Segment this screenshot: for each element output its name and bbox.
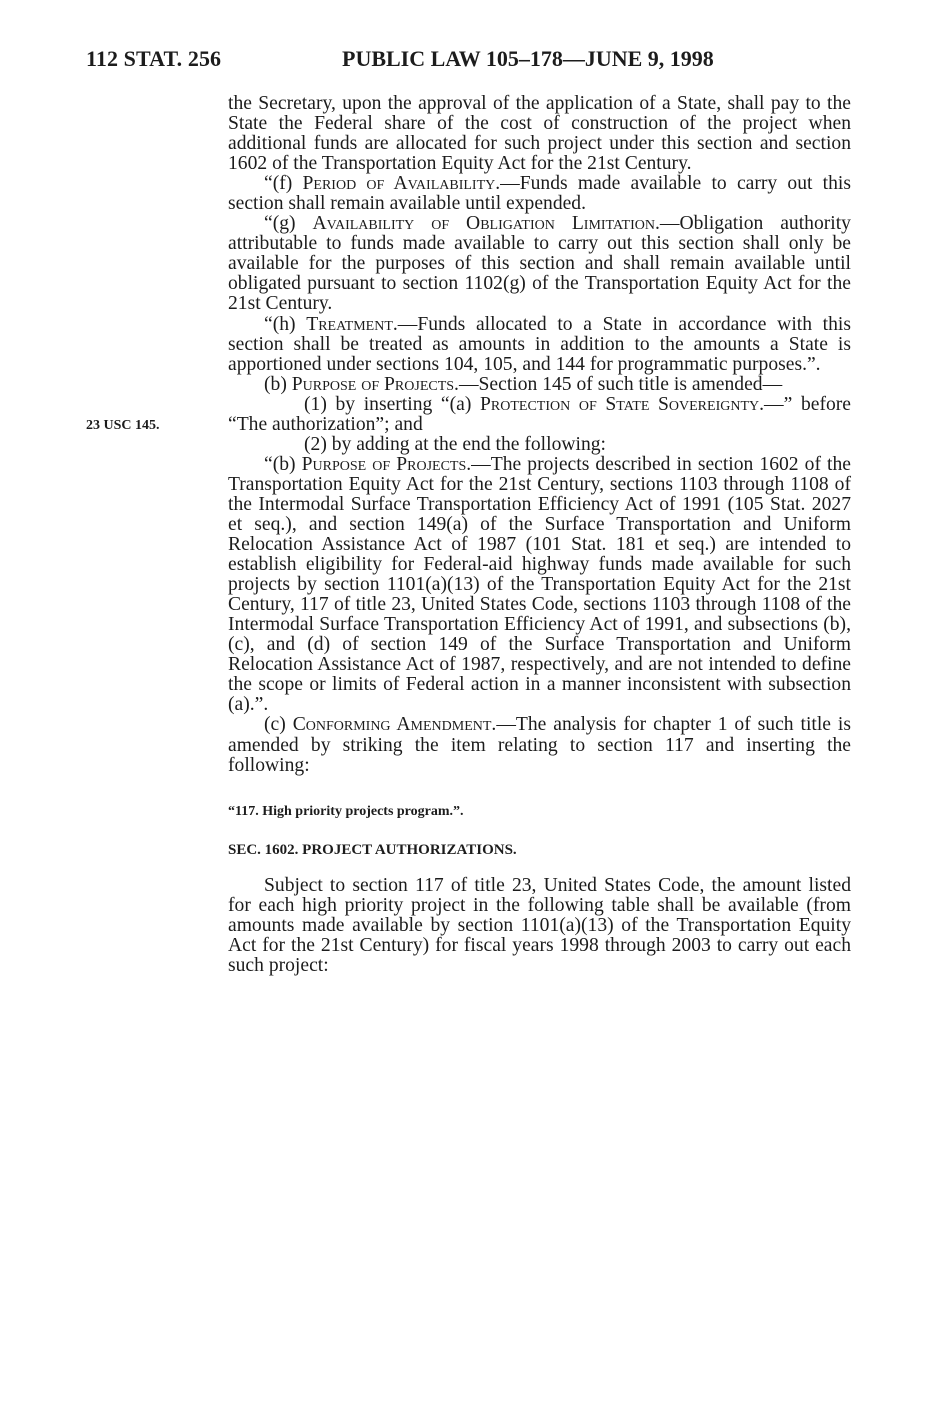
subsection-label: “(g)	[264, 213, 313, 235]
law-title: PUBLIC LAW 105–178—JUNE 9, 1998	[342, 46, 714, 71]
section-body: Subject to section 117 of title 23, United States Code, the amount listed for each high priority project in the following table shall be available (from amounts made available by section 1101(a)(13) of the Transportation Equity Act for the 21st Century) for fiscal years 1998 through 2003 to carry out each such project:	[228, 874, 851, 976]
document-body	[228, 94, 851, 976]
margin-citation: 23 USC 145.	[86, 418, 160, 433]
subsection-heading: Treatment	[306, 313, 393, 335]
subsection-text: .—Section 145 of such title is amended—	[454, 373, 783, 395]
subsection-text: .—The analysis for chapter 1 of such title is amended by striking the item relating to section 117 and inserting the following:	[228, 714, 851, 776]
subsection-heading: Conforming Amendment	[292, 714, 492, 736]
table-of-contents-item: “117. High priority projects program.”.	[228, 803, 464, 819]
subsection-label: “(h)	[264, 313, 307, 335]
paragraph-g	[228, 214, 851, 314]
running-header	[86, 46, 746, 76]
item-heading: Protection of State Sovereignty	[480, 393, 760, 415]
subsection-label: (c)	[264, 714, 293, 736]
section-heading: SEC. 1602. PROJECT AUTHORIZATIONS.	[228, 841, 517, 858]
subsection-label: “(b)	[264, 453, 302, 475]
list-item-2: (2) by adding at the end the following:	[304, 433, 607, 455]
item-text: .—” before “The authorization”; and	[228, 393, 851, 435]
subsection-heading: Period of Availability	[302, 173, 496, 195]
paragraph-quoted-b	[228, 455, 851, 716]
list-item-1	[228, 395, 851, 435]
paragraph-continuation: the Secretary, upon the approval of the application of a State, shall pay to the State the Federal share of the cost of construction of the project when additional funds are allocated for such project under this section and section 1602 of the Transportation Equity Act for the 21st Century.	[228, 93, 851, 175]
subsection-label: “(f)	[264, 173, 303, 195]
subsection-heading: Availability of Obligation Limitation	[312, 213, 655, 235]
paragraph-h	[228, 315, 851, 375]
paragraph-c	[228, 715, 851, 775]
paragraph-f	[228, 174, 851, 214]
subsection-heading: Purpose of Projects	[301, 453, 467, 475]
paragraph-b	[228, 375, 851, 395]
page-reference: 112 STAT. 256	[86, 46, 222, 71]
subsection-text: .—The projects described in section 1602 of the Transportation Equity Act for the 21st Century, sections 1103 through 1108 of the Intermodal Surface Transportation Efficiency Act of 1991 (105 Stat. 2027 et seq.), and section 149(a) of the Surface Transportation and Uniform Relocation Assistance Act of 1987 (101 Stat. 181 et seq.) are intended to establish eligibility for Federal-aid highway funds made available for such projects by section 1101(a)(13) of the Transportation Equity Act for the 21st Century, 117 of title 23, United States Code, sections 1103 through 1108 of the Intermodal Surface Transportation Efficiency Act of 1991, and subsections (b), (c), and (d) of section 149 of the Surface Transportation and Uniform Relocation Assistance Act of 1987, respectively, and are not intended to define the scope or limits of Federal action in a manner inconsistent with subsection (a).”.	[228, 453, 851, 716]
item-text: (1) by inserting “(a)	[304, 393, 480, 415]
subsection-text: .—Funds made available to carry out this section shall remain available until expended.	[228, 173, 851, 215]
subsection-text: .—Funds allocated to a State in accordance with this section shall be treated as amounts in addition to the amounts a State is apportioned under sections 104, 105, and 144 for programmatic purposes.”.	[228, 313, 851, 375]
subsection-text: .—Obligation authority attributable to funds made available to carry out this section shall only be available for the purposes of this section and shall remain available until obligated pursuant to section 1102(g) of the Transportation Equity Act for the 21st Century.	[228, 213, 851, 315]
subsection-label: (b)	[264, 373, 292, 395]
subsection-heading: Purpose of Projects	[291, 373, 455, 395]
